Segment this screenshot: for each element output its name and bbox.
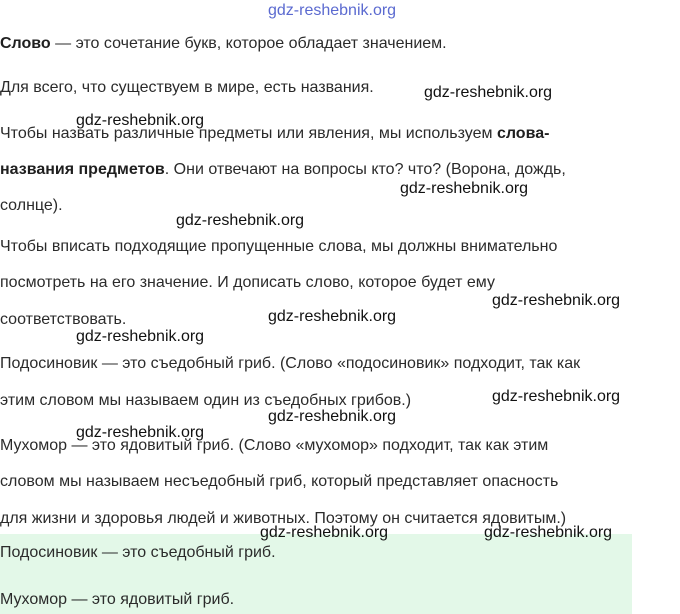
watermark: gdz-reshebnik.org (76, 328, 205, 345)
definition-line (0, 34, 447, 54)
explanation-mukhomor-line-3: для жизни и здоровья людей и животных. Поэтому он считается ядовитым.) (0, 510, 567, 527)
watermark: gdz-reshebnik.org (268, 308, 397, 325)
watermark: gdz-reshebnik.org (76, 112, 205, 129)
nouns-line-2 (0, 160, 566, 180)
instruction-line-1: Чтобы вписать подходящие пропущенные слова, мы должны внимательно (0, 238, 558, 255)
explanation-podosinovik-line-2: этим словом мы называем один из съедобных грибов.) (0, 392, 412, 409)
instruction-line-3: соответствовать. (0, 311, 127, 328)
answer-line-1: Подосиновик — это съедобный гриб. (0, 544, 276, 561)
definition-text: — это сочетание букв, которое обладает значением. (50, 35, 447, 52)
explanation-podosinovik-line-1: Подосиновик — это съедобный гриб. (Слово «подосиновик» подходит, так как (0, 355, 581, 372)
names-line: Для всего, что существуем в мире, есть названия. (0, 79, 374, 96)
watermark: gdz-reshebnik.org (176, 212, 305, 229)
watermark: gdz-reshebnik.org (492, 388, 621, 405)
answer-line-2: Мухомор — это ядовитый гриб. (0, 591, 235, 608)
term-nazvaniya-predmetov: названия предметов (0, 161, 165, 178)
instruction-line-2: посмотреть на его значение. И дописать слово, которое будет ему (0, 274, 495, 291)
watermark: gdz-reshebnik.org (76, 424, 205, 441)
term-slovo: Слово (0, 35, 51, 52)
watermark: gdz-reshebnik.org (268, 2, 397, 19)
watermark: gdz-reshebnik.org (268, 408, 397, 425)
watermark: gdz-reshebnik.org (424, 84, 553, 101)
nouns-questions-text: . Они отвечают на вопросы кто? что? (Ворона, дождь, (164, 161, 566, 178)
term-slova: слова- (496, 125, 550, 142)
watermark: gdz-reshebnik.org (260, 524, 389, 541)
nouns-text: Чтобы назвать различные предметы или явления, мы используем (0, 125, 497, 142)
watermark: gdz-reshebnik.org (492, 292, 621, 309)
watermark: gdz-reshebnik.org (400, 180, 529, 197)
nouns-line-3: солнце). (0, 197, 63, 214)
explanation-mukhomor-line-2: словом мы называем несъедобный гриб, который представляет опасность (0, 473, 559, 490)
watermark: gdz-reshebnik.org (484, 524, 613, 541)
explanation-mukhomor-line-1: Мухомор — это ядовитый гриб. (Слово «мухомор» подходит, так как этим (0, 437, 549, 454)
